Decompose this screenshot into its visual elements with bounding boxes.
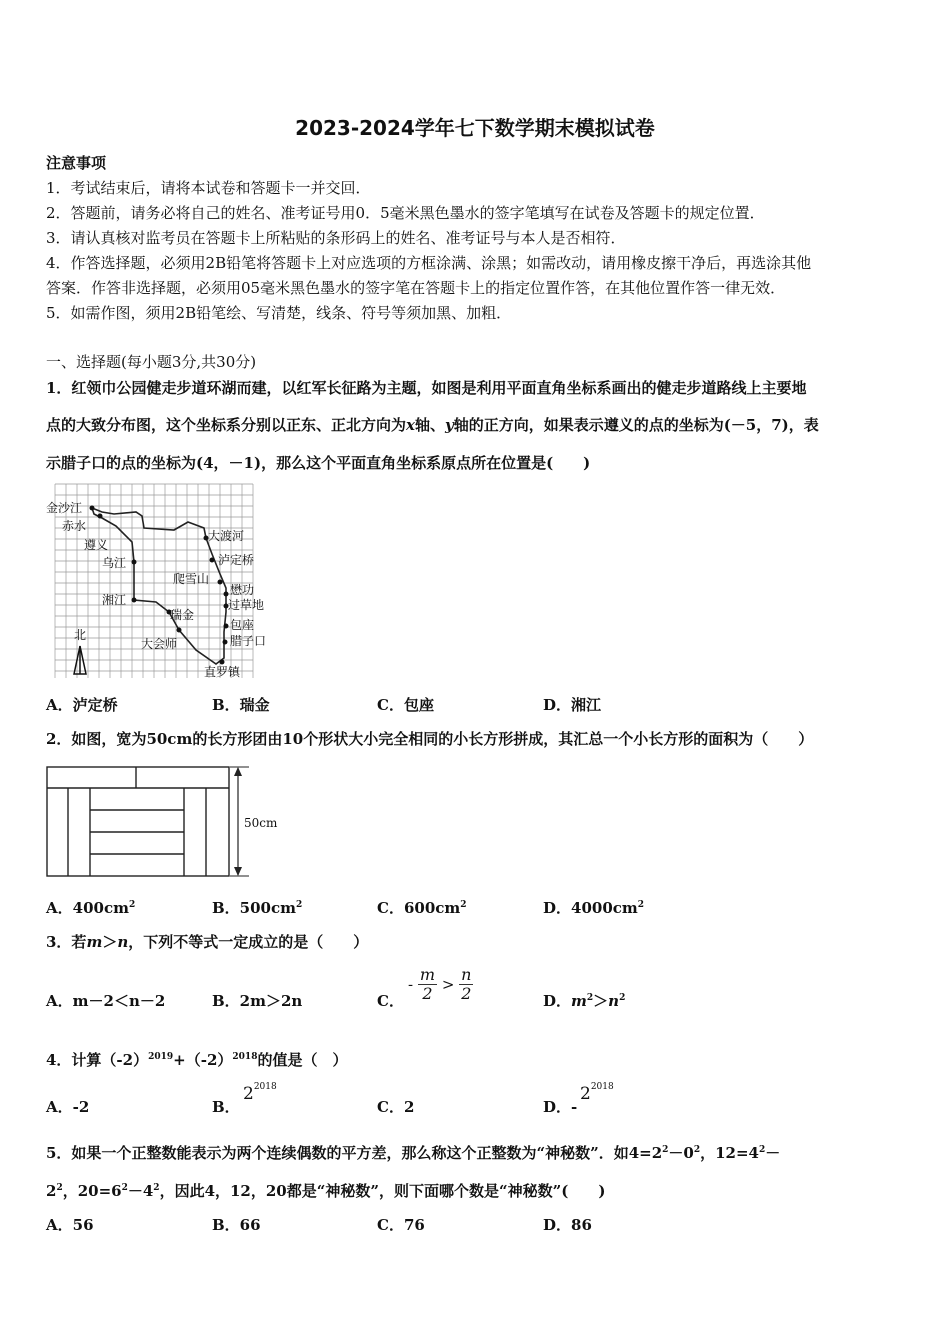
label-daduhe: 大渡河 (208, 529, 245, 543)
q4-text: 4．计算$(-2)^{2019}+(-2)^{2018}$的值是（ ） (46, 1051, 348, 1069)
label-wujiang: 乌江 (102, 556, 127, 570)
label-chishui: 赤水 (62, 519, 87, 533)
fraction-n-2: $\frac{n}{2}$ (461, 965, 472, 1003)
label-baozuo: 包座 (230, 618, 255, 632)
notice-item: 5．如需作图，须用2B铅笔绘、写清楚，线条、符号等须加黑、加粗． (46, 304, 512, 322)
q2-option-c: C．$600cm^2$ (377, 899, 467, 917)
q1-map-figure (44, 482, 276, 682)
notice-item: 4．作答选择题，必须用2B铅笔将答题卡上对应选项的方框涂满、涂黑；如需改动，请用橡皮擦干净后，再选涂其他 (46, 254, 812, 272)
q1-line2: 点的大致分布图，这个坐标系分别以正东、正北方向为x轴、y轴的正方向，如果表示遵义的点的坐标为(－5，7)，表 (46, 416, 819, 434)
q4-option-d-power: $2^{2018}$ (580, 1082, 614, 1104)
notice-item: 1．考试结束后，请将本试卷和答题卡一并交回． (46, 179, 371, 197)
point-dahuishi (177, 628, 182, 633)
section-heading: 一、选择题(每小题3分,共30分) (46, 353, 257, 371)
q1-option-b: B．瑞金 (212, 696, 270, 714)
label-dahuishi: 大会师 (141, 637, 178, 651)
label-wuqizhen: 直罗镇 (204, 665, 241, 679)
point-laziko (223, 640, 228, 645)
q2-option-a: A．$400cm^2$ (46, 899, 136, 917)
dimension-label: 50cm (244, 816, 278, 830)
q3-option-d: D．$m^2>n^2$ (543, 992, 626, 1010)
fraction-m-2: $\frac{m}{2}$ (419, 965, 436, 1003)
q2-rectangle-figure (44, 764, 284, 880)
q1-option-d: D．湘江 (543, 696, 602, 714)
label-zunyi: 遵义 (84, 538, 109, 552)
q4-option-b: B． (212, 1098, 240, 1116)
q2-option-b: B．$500cm^2$ (212, 899, 303, 917)
q5-line1: 5．如果一个正整数能表示为两个连续偶数的平方差，那么称这个正整数为“神秘数”．如$4=2^2-0^2$，$12=4^2-$ (46, 1144, 781, 1162)
q1-option-c: C．包座 (377, 696, 434, 714)
label-xiangjiang: 湘江 (102, 593, 127, 607)
label-north: 北 (74, 628, 87, 642)
label-ruijin: 瑞金 (170, 608, 195, 622)
q5-option-c: C．76 (377, 1216, 425, 1234)
label-laziko: 腊子口 (230, 634, 267, 648)
q2-option-d: D．$4000cm^2$ (543, 899, 645, 917)
point-chishui (90, 506, 95, 511)
q3-option-c-expression: - $\frac{m}{2}$ > $\frac{n}{2}$ (408, 965, 472, 1003)
q3-option-a: A．m－2＜n－2 (46, 992, 166, 1010)
q1-line1: 1．红领巾公园健走步道环湖而建，以红军长征路为主题，如图是利用平面直角坐标系画出的健走步道路线上主要地 (46, 379, 807, 397)
point-wuqizhen (220, 660, 225, 665)
page-title: 2023-2024学年七下数学期末模拟试卷 (295, 116, 655, 140)
q4-option-b-power: $2^{2018}$ (243, 1082, 277, 1104)
q1-line3: 示腊子口的点的坐标为(4，－1)，那么这个平面直角坐标系原点所在位置是( ) (46, 454, 591, 472)
label-paxueshan: 爬雪山 (173, 572, 210, 586)
label-ludingqiao: 泸定桥 (218, 553, 255, 567)
notice-item: 2．答题前，请务必将自己的姓名、准考证号用0．5毫米黑色墨水的签字笔填写在试卷及答题卡的规定位置． (46, 204, 765, 222)
point-maogong (224, 592, 229, 597)
q4-option-a: A．-2 (46, 1098, 90, 1116)
q5-option-d: D．86 (543, 1216, 592, 1234)
point-xiangjiang (132, 598, 137, 603)
label-jinshajiang: 金沙江 (46, 501, 83, 515)
q2-text: 2．如图，宽为50cm的长方形团由10个形状大小完全相同的小长方形拼成，其汇总一个小长方形的面积为（ ） (46, 730, 814, 748)
point-zunyi (98, 514, 103, 519)
q3-option-b: B．2m＞2n (212, 992, 303, 1010)
notice-heading: 注意事项 (46, 154, 107, 172)
q3-text: 3．若m＞n，下列不等式一定成立的是（ ） (46, 933, 369, 951)
q5-line2: $2^2$，$20=6^2-4^2$，因此4，12，20都是“神秘数”，则下面哪个数是“神秘数”( ) (46, 1182, 606, 1200)
q5-option-b: B．66 (212, 1216, 261, 1234)
label-maogong: 懋功 (230, 583, 255, 597)
point-ludingqiao (210, 558, 215, 563)
point-wujiang (132, 560, 137, 565)
point-baozuo (224, 624, 229, 629)
q3-option-c-label: C． (377, 992, 404, 1010)
q4-option-c: C．2 (377, 1098, 415, 1116)
point-paxueshan (218, 580, 223, 585)
q4-option-d: D．- (543, 1098, 578, 1116)
notice-item: 答案．作答非选择题，必须用05毫米黑色墨水的签字笔在答题卡上的指定位置作答，在其他位置作答一律无效． (46, 279, 786, 297)
q5-option-a: A．56 (46, 1216, 94, 1234)
label-guocaodi: 过草地 (228, 598, 265, 612)
q1-option-a: A．泸定桥 (46, 696, 118, 714)
outer-rectangle (47, 767, 229, 876)
notice-item: 3．请认真核对监考员在答题卡上所粘贴的条形码上的姓名、准考证号与本人是否相符． (46, 229, 626, 247)
